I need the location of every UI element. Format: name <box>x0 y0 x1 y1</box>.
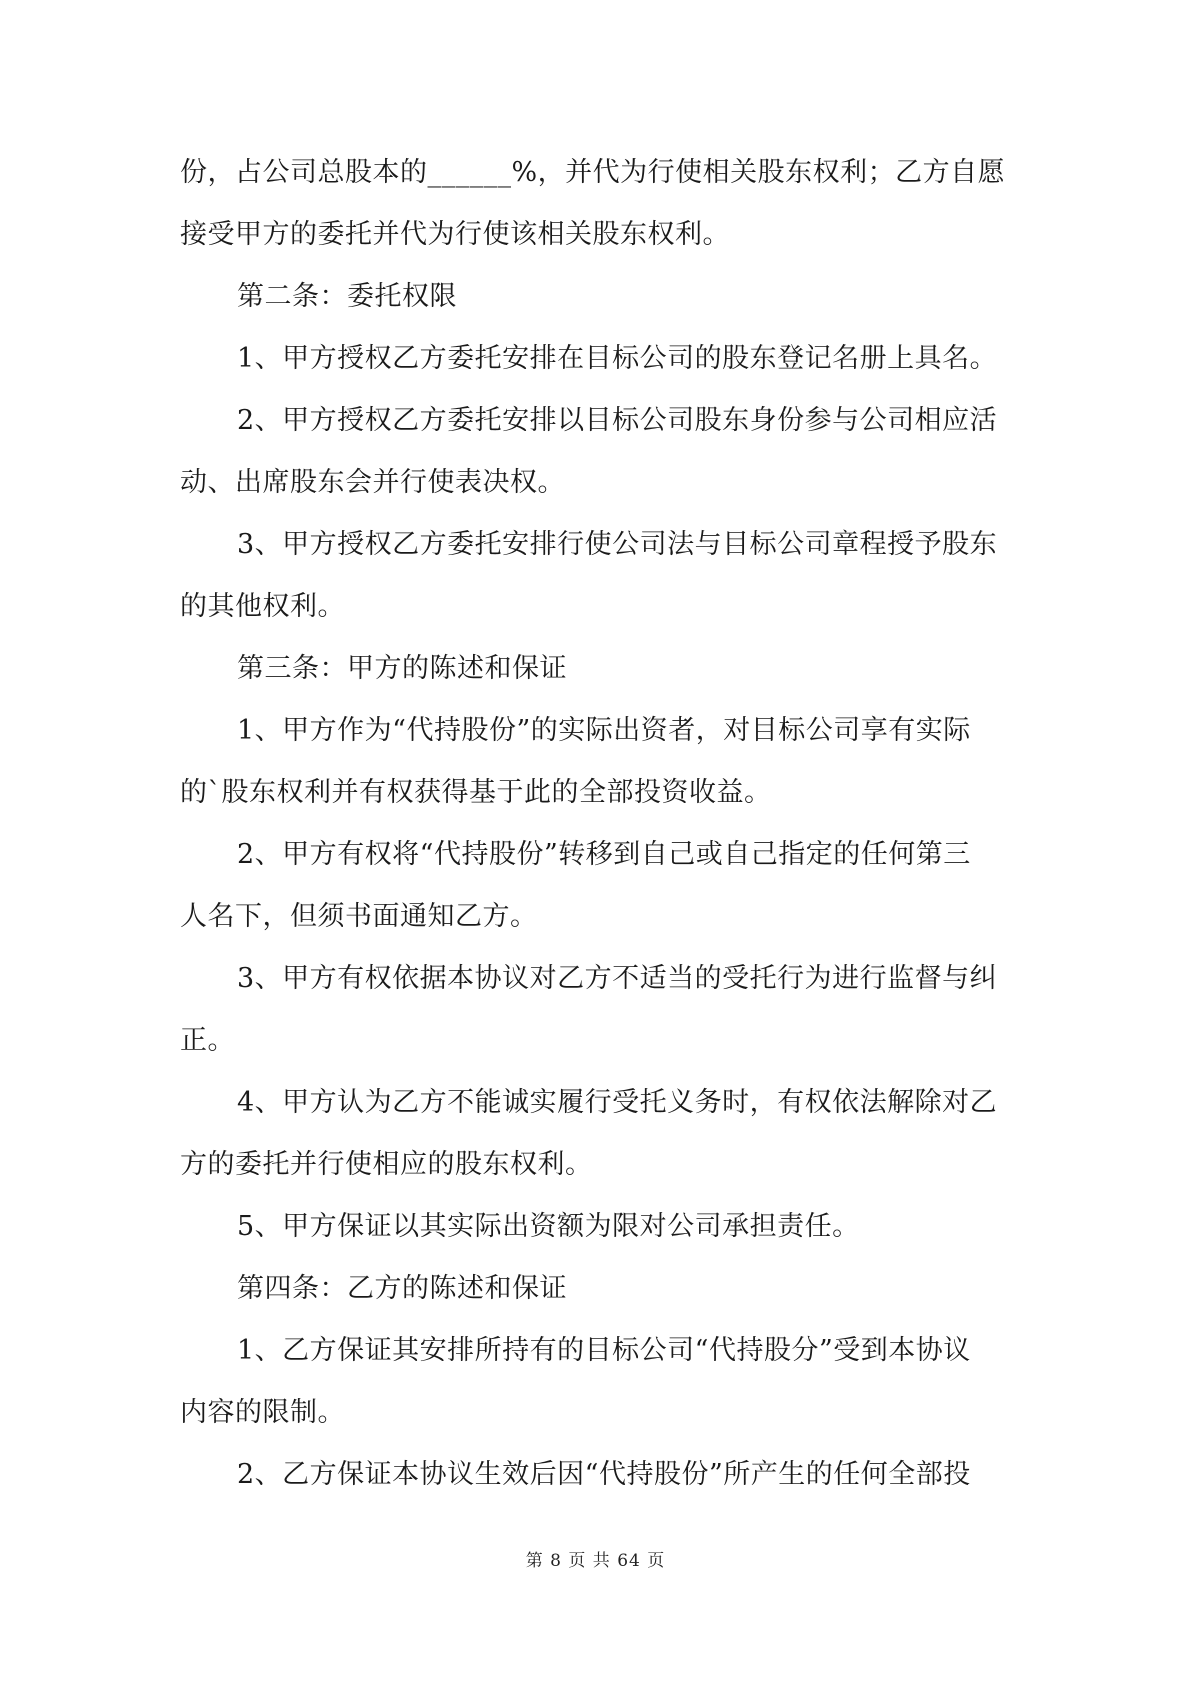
section-heading: 第二条：委托权限 <box>237 281 457 312</box>
section-heading: 第四条：乙方的陈述和保证 <box>237 1273 567 1304</box>
text-line: 1、甲方作为“代持股份”的实际出资者，对目标公司享有实际 <box>237 715 971 746</box>
text-line: 的其他权利。 <box>180 591 345 622</box>
text-line: 1、乙方保证其安排所持有的目标公司“代持股分”受到本协议 <box>237 1335 971 1366</box>
text-line: 人名下，但须书面通知乙方。 <box>180 901 538 932</box>
text-line: 5、甲方保证以其实际出资额为限对公司承担责任。 <box>237 1211 860 1242</box>
text-line: 2、甲方授权乙方委托安排以目标公司股东身份参与公司相应活 <box>237 405 998 436</box>
text-line: 1、甲方授权乙方委托安排在目标公司的股东登记名册上具名。 <box>237 343 998 374</box>
text-line: 内容的限制。 <box>180 1397 345 1428</box>
text-line: 3、甲方授权乙方委托安排行使公司法与目标公司章程授予股东 <box>237 529 998 560</box>
text-line: 正。 <box>180 1025 235 1056</box>
text-line: 3、甲方有权依据本协议对乙方不适当的受托行为进行监督与纠 <box>237 963 998 994</box>
page-number-footer: 第 8 页 共 64 页 <box>525 1551 666 1571</box>
document-body <box>180 150 1010 1514</box>
text-line: 接受甲方的委托并代为行使该相关股东权利。 <box>180 219 730 250</box>
text-line: 份，占公司总股本的______%，并代为行使相关股东权利；乙方自愿 <box>180 157 1006 188</box>
text-line: 动、出席股东会并行使表决权。 <box>180 467 565 498</box>
text-line: 方的委托并行使相应的股东权利。 <box>180 1149 593 1180</box>
text-line: 的`股东权利并有权获得基于此的全部投资收益。 <box>180 777 772 808</box>
section-heading: 第三条：甲方的陈述和保证 <box>237 653 567 684</box>
text-line: 4、甲方认为乙方不能诚实履行受托义务时，有权依法解除对乙 <box>237 1087 998 1118</box>
text-line: 2、甲方有权将“代持股份”转移到自己或自己指定的任何第三 <box>237 839 971 870</box>
text-line: 2、乙方保证本协议生效后因“代持股份”所产生的任何全部投 <box>237 1459 971 1490</box>
